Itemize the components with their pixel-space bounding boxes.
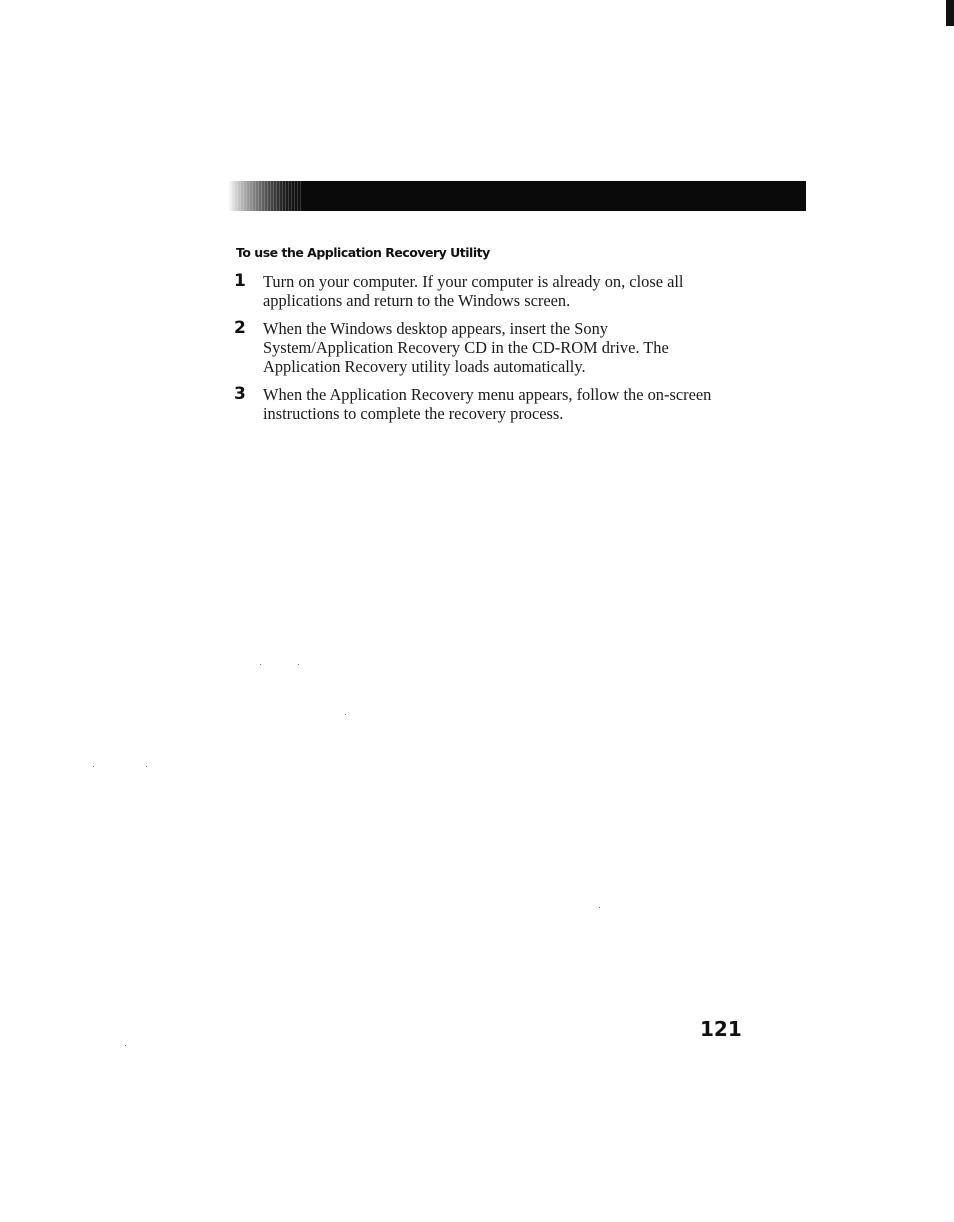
steps-list [234,272,754,432]
step-text: Turn on your computer. If your computer is already on, close all applications and return to the Windows screen. [263,272,684,310]
section-header-bar [228,181,806,211]
section-heading: To use the Application Recovery Utility [236,245,490,260]
step-item [234,272,754,310]
scan-speck [125,1045,126,1046]
page-number: 121 [700,1017,742,1041]
step-text: When the Application Recovery menu appears, follow the on-screen instructions to complete the recovery process. [263,385,712,423]
scan-speck [260,664,261,665]
scan-speck [298,664,299,665]
page-edge-mark [946,0,954,26]
step-number: 3 [234,384,246,404]
step-item [234,385,754,423]
step-number: 1 [234,271,246,291]
step-text: When the Windows desktop appears, insert the Sony System/Application Recovery CD in the CD-ROM drive. The Application Recovery utility loads automatically. [263,319,669,376]
step-item [234,319,754,376]
scan-speck [146,766,147,767]
scan-speck [93,766,94,767]
scan-speck [599,907,600,908]
step-number: 2 [234,318,246,338]
scan-speck [345,714,346,715]
